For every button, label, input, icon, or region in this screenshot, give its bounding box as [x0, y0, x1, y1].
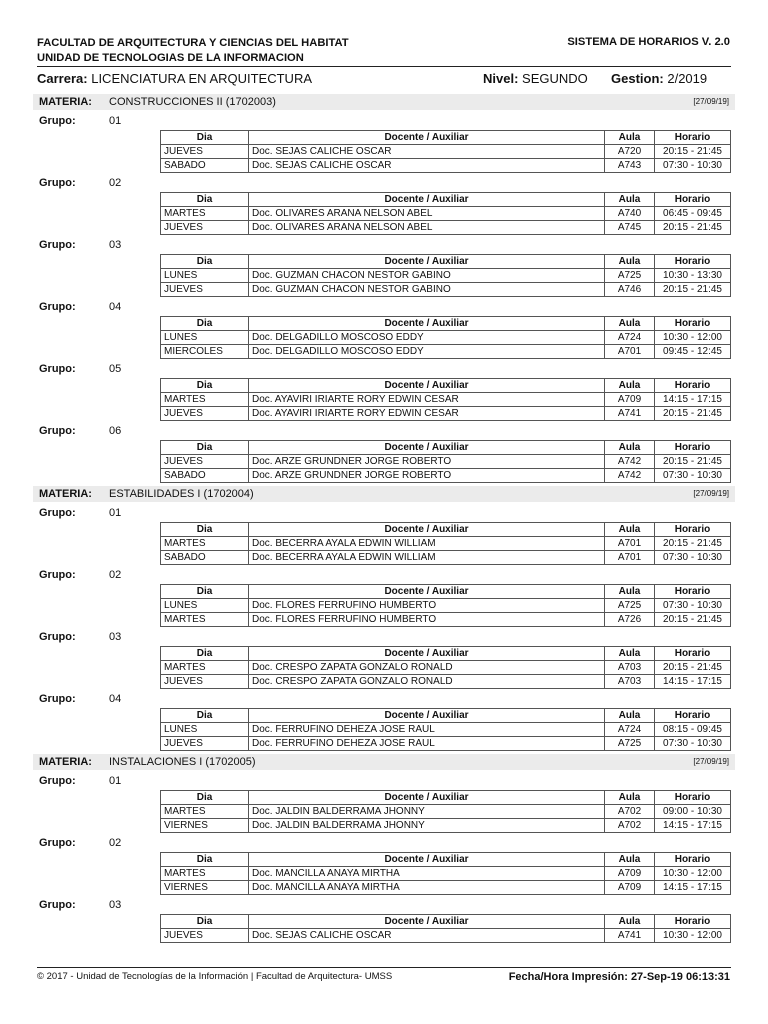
table-header-row	[161, 647, 731, 661]
cell-aula: A726	[605, 613, 655, 627]
col-aula-header: Aula	[605, 193, 655, 207]
materia-label: MATERIA:	[39, 756, 92, 768]
cell-dia: JUEVES	[161, 221, 249, 235]
cell-aula: A703	[605, 675, 655, 689]
nivel-value: SEGUNDO	[522, 71, 588, 86]
carrera-value: LICENCIATURA EN ARQUITECTURA	[91, 71, 313, 86]
cell-aula: A743	[605, 159, 655, 173]
cell-aula: A725	[605, 269, 655, 283]
grupo-label: Grupo:	[39, 507, 76, 519]
table-row	[161, 613, 731, 627]
col-dia-header: Dia	[161, 441, 249, 455]
materia-label: MATERIA:	[39, 488, 92, 500]
grupo-header	[33, 362, 735, 376]
cell-dia: SABADO	[161, 159, 249, 173]
schedule-table	[160, 522, 731, 565]
grupo-header	[33, 568, 735, 582]
cell-docente: Doc. SEJAS CALICHE OSCAR	[249, 159, 605, 173]
cell-aula: A701	[605, 537, 655, 551]
col-dia-header: Dia	[161, 131, 249, 145]
faculty-name: FACULTAD DE ARQUITECTURA Y CIENCIAS DEL HABITAT	[37, 37, 349, 49]
table-row	[161, 207, 731, 221]
materia-date: [27/09/19]	[693, 489, 729, 498]
table-row	[161, 737, 731, 751]
grupo-number: 01	[109, 507, 122, 519]
cell-docente: Doc. BECERRA AYALA EDWIN WILLIAM	[249, 537, 605, 551]
cell-aula: A702	[605, 819, 655, 833]
col-dia-header: Dia	[161, 791, 249, 805]
cell-horario: 20:15 - 21:45	[655, 407, 731, 421]
col-docente-header: Docente / Auxiliar	[249, 915, 605, 929]
materia-name: ESTABILIDADES I (1702004)	[109, 488, 254, 500]
table-row	[161, 537, 731, 551]
schedule-table	[160, 708, 731, 751]
grupo-label: Grupo:	[39, 775, 76, 787]
header-divider	[37, 66, 731, 67]
col-dia-header: Dia	[161, 255, 249, 269]
cell-dia: MARTES	[161, 207, 249, 221]
grupo-number: 02	[109, 837, 122, 849]
cell-horario: 09:00 - 10:30	[655, 805, 731, 819]
cell-dia: VIERNES	[161, 819, 249, 833]
unit-name: UNIDAD DE TECNOLOGIAS DE LA INFORMACION	[37, 52, 304, 64]
table-header-row	[161, 585, 731, 599]
grupo-number: 05	[109, 363, 122, 375]
cell-horario: 07:30 - 10:30	[655, 551, 731, 565]
schedule-table	[160, 646, 731, 689]
col-docente-header: Docente / Auxiliar	[249, 585, 605, 599]
schedule-table	[160, 440, 731, 483]
cell-horario: 20:15 - 21:45	[655, 537, 731, 551]
col-horario-header: Horario	[655, 379, 731, 393]
cell-aula: A746	[605, 283, 655, 297]
footer-print-timestamp: Fecha/Hora Impresión: 27-Sep-19 06:13:31	[508, 971, 730, 983]
cell-docente: Doc. BECERRA AYALA EDWIN WILLIAM	[249, 551, 605, 565]
materia-date: [27/09/19]	[693, 757, 729, 766]
grupo-label: Grupo:	[39, 363, 76, 375]
cell-dia: MARTES	[161, 393, 249, 407]
cell-dia: LUNES	[161, 269, 249, 283]
grupo-number: 04	[109, 693, 122, 705]
table-row	[161, 145, 731, 159]
cell-docente: Doc. AYAVIRI IRIARTE RORY EDWIN CESAR	[249, 393, 605, 407]
grupo-label: Grupo:	[39, 899, 76, 911]
cell-dia: JUEVES	[161, 145, 249, 159]
cell-aula: A709	[605, 867, 655, 881]
grupo-label: Grupo:	[39, 631, 76, 643]
cell-aula: A709	[605, 393, 655, 407]
col-horario-header: Horario	[655, 709, 731, 723]
col-docente-header: Docente / Auxiliar	[249, 647, 605, 661]
grupo-header	[33, 424, 735, 438]
col-docente-header: Docente / Auxiliar	[249, 791, 605, 805]
cell-dia: LUNES	[161, 599, 249, 613]
grupo-label: Grupo:	[39, 239, 76, 251]
materia-date: [27/09/19]	[693, 97, 729, 106]
grupo-label: Grupo:	[39, 569, 76, 581]
table-row	[161, 331, 731, 345]
grupo-header	[33, 774, 735, 788]
table-row	[161, 881, 731, 895]
table-row	[161, 393, 731, 407]
cell-aula: A742	[605, 469, 655, 483]
col-horario-header: Horario	[655, 647, 731, 661]
col-dia-header: Dia	[161, 523, 249, 537]
col-aula-header: Aula	[605, 523, 655, 537]
cell-docente: Doc. FERRUFINO DEHEZA JOSE RAUL	[249, 737, 605, 751]
table-row	[161, 345, 731, 359]
cell-horario: 06:45 - 09:45	[655, 207, 731, 221]
cell-aula: A724	[605, 331, 655, 345]
cell-dia: MARTES	[161, 867, 249, 881]
table-row	[161, 407, 731, 421]
table-row	[161, 221, 731, 235]
gestion-field	[611, 71, 707, 86]
cell-docente: Doc. JALDIN BALDERRAMA JHONNY	[249, 805, 605, 819]
col-horario-header: Horario	[655, 317, 731, 331]
cell-horario: 08:15 - 09:45	[655, 723, 731, 737]
table-row	[161, 819, 731, 833]
cell-dia: JUEVES	[161, 929, 249, 943]
table-header-row	[161, 193, 731, 207]
table-header-row	[161, 317, 731, 331]
table-row	[161, 599, 731, 613]
grupo-header	[33, 506, 735, 520]
cell-dia: LUNES	[161, 331, 249, 345]
grupo-label: Grupo:	[39, 693, 76, 705]
cell-aula: A741	[605, 407, 655, 421]
table-row	[161, 455, 731, 469]
schedule-table	[160, 378, 731, 421]
table-header-row	[161, 709, 731, 723]
col-horario-header: Horario	[655, 915, 731, 929]
col-horario-header: Horario	[655, 853, 731, 867]
cell-aula: A742	[605, 455, 655, 469]
cell-horario: 14:15 - 17:15	[655, 819, 731, 833]
table-header-row	[161, 853, 731, 867]
cell-aula: A709	[605, 881, 655, 895]
footer-divider	[37, 967, 731, 968]
col-docente-header: Docente / Auxiliar	[249, 853, 605, 867]
grupo-header	[33, 836, 735, 850]
nivel-field	[483, 71, 588, 86]
cell-docente: Doc. SEJAS CALICHE OSCAR	[249, 145, 605, 159]
cell-horario: 10:30 - 12:00	[655, 929, 731, 943]
cell-aula: A740	[605, 207, 655, 221]
col-docente-header: Docente / Auxiliar	[249, 131, 605, 145]
table-header-row	[161, 379, 731, 393]
cell-docente: Doc. OLIVARES ARANA NELSON ABEL	[249, 221, 605, 235]
cell-docente: Doc. FLORES FERRUFINO HUMBERTO	[249, 599, 605, 613]
cell-docente: Doc. GUZMAN CHACON NESTOR GABINO	[249, 269, 605, 283]
table-row	[161, 675, 731, 689]
col-docente-header: Docente / Auxiliar	[249, 709, 605, 723]
cell-aula: A745	[605, 221, 655, 235]
cell-dia: SABADO	[161, 551, 249, 565]
cell-dia: MARTES	[161, 805, 249, 819]
grupo-number: 03	[109, 631, 122, 643]
table-header-row	[161, 441, 731, 455]
grupo-header	[33, 238, 735, 252]
col-aula-header: Aula	[605, 709, 655, 723]
cell-aula: A741	[605, 929, 655, 943]
cell-horario: 14:15 - 17:15	[655, 675, 731, 689]
cell-docente: Doc. AYAVIRI IRIARTE RORY EDWIN CESAR	[249, 407, 605, 421]
materia-name: CONSTRUCCIONES II (1702003)	[109, 96, 276, 108]
gestion-label: Gestion:	[611, 71, 664, 86]
cell-horario: 09:45 - 12:45	[655, 345, 731, 359]
cell-dia: JUEVES	[161, 737, 249, 751]
schedule-table	[160, 192, 731, 235]
col-docente-header: Docente / Auxiliar	[249, 441, 605, 455]
schedule-table	[160, 130, 731, 173]
schedule-table	[160, 584, 731, 627]
grupo-number: 06	[109, 425, 122, 437]
institution-header	[37, 36, 349, 66]
cell-horario: 20:15 - 21:45	[655, 613, 731, 627]
col-horario-header: Horario	[655, 255, 731, 269]
cell-aula: A703	[605, 661, 655, 675]
col-dia-header: Dia	[161, 915, 249, 929]
cell-docente: Doc. CRESPO ZAPATA GONZALO RONALD	[249, 675, 605, 689]
table-header-row	[161, 131, 731, 145]
cell-horario: 07:30 - 10:30	[655, 599, 731, 613]
cell-aula: A701	[605, 345, 655, 359]
cell-horario: 14:15 - 17:15	[655, 393, 731, 407]
col-horario-header: Horario	[655, 441, 731, 455]
col-dia-header: Dia	[161, 585, 249, 599]
cell-aula: A702	[605, 805, 655, 819]
cell-docente: Doc. FERRUFINO DEHEZA JOSE RAUL	[249, 723, 605, 737]
col-dia-header: Dia	[161, 709, 249, 723]
cell-docente: Doc. ARZE GRUNDNER JORGE ROBERTO	[249, 455, 605, 469]
col-aula-header: Aula	[605, 255, 655, 269]
table-row	[161, 867, 731, 881]
grupo-number: 02	[109, 177, 122, 189]
gestion-value: 2/2019	[667, 71, 708, 86]
carrera-label: Carrera:	[37, 71, 88, 86]
col-dia-header: Dia	[161, 193, 249, 207]
table-row	[161, 929, 731, 943]
col-horario-header: Horario	[655, 791, 731, 805]
nivel-label: Nivel:	[483, 71, 519, 86]
table-row	[161, 159, 731, 173]
col-docente-header: Docente / Auxiliar	[249, 523, 605, 537]
materia-name: INSTALACIONES I (1702005)	[109, 756, 256, 768]
schedule-table	[160, 852, 731, 895]
cell-horario: 10:30 - 12:00	[655, 867, 731, 881]
col-aula-header: Aula	[605, 317, 655, 331]
grupo-number: 04	[109, 301, 122, 313]
table-row	[161, 805, 731, 819]
schedule-table	[160, 914, 731, 943]
grupo-number: 03	[109, 239, 122, 251]
table-row	[161, 661, 731, 675]
grupo-label: Grupo:	[39, 115, 76, 127]
system-name: SISTEMA DE HORARIOS V. 2.0	[567, 36, 730, 48]
table-row	[161, 551, 731, 565]
table-row	[161, 269, 731, 283]
cell-dia: VIERNES	[161, 881, 249, 895]
grupo-label: Grupo:	[39, 425, 76, 437]
cell-horario: 20:15 - 21:45	[655, 283, 731, 297]
table-header-row	[161, 791, 731, 805]
cell-dia: MARTES	[161, 613, 249, 627]
col-aula-header: Aula	[605, 915, 655, 929]
cell-horario: 10:30 - 13:30	[655, 269, 731, 283]
grupo-header	[33, 176, 735, 190]
cell-aula: A720	[605, 145, 655, 159]
cell-dia: MIERCOLES	[161, 345, 249, 359]
table-row	[161, 469, 731, 483]
grupo-label: Grupo:	[39, 177, 76, 189]
col-aula-header: Aula	[605, 853, 655, 867]
materia-header	[33, 754, 735, 770]
materia-header	[33, 486, 735, 502]
grupo-header	[33, 300, 735, 314]
grupo-label: Grupo:	[39, 301, 76, 313]
cell-docente: Doc. DELGADILLO MOSCOSO EDDY	[249, 331, 605, 345]
grupo-label: Grupo:	[39, 837, 76, 849]
cell-docente: Doc. CRESPO ZAPATA GONZALO RONALD	[249, 661, 605, 675]
schedule-table	[160, 316, 731, 359]
col-dia-header: Dia	[161, 647, 249, 661]
schedule-content	[33, 94, 735, 946]
col-docente-header: Docente / Auxiliar	[249, 317, 605, 331]
cell-dia: MARTES	[161, 661, 249, 675]
cell-horario: 07:30 - 10:30	[655, 159, 731, 173]
cell-horario: 20:15 - 21:45	[655, 145, 731, 159]
carrera-field	[37, 71, 312, 86]
table-header-row	[161, 915, 731, 929]
cell-dia: LUNES	[161, 723, 249, 737]
cell-docente: Doc. DELGADILLO MOSCOSO EDDY	[249, 345, 605, 359]
col-docente-header: Docente / Auxiliar	[249, 193, 605, 207]
cell-docente: Doc. MANCILLA ANAYA MIRTHA	[249, 881, 605, 895]
col-aula-header: Aula	[605, 647, 655, 661]
col-aula-header: Aula	[605, 131, 655, 145]
col-docente-header: Docente / Auxiliar	[249, 255, 605, 269]
col-docente-header: Docente / Auxiliar	[249, 379, 605, 393]
grupo-header	[33, 898, 735, 912]
schedule-table	[160, 254, 731, 297]
cell-dia: MARTES	[161, 537, 249, 551]
table-header-row	[161, 255, 731, 269]
cell-aula: A725	[605, 599, 655, 613]
cell-docente: Doc. JALDIN BALDERRAMA JHONNY	[249, 819, 605, 833]
table-row	[161, 723, 731, 737]
cell-docente: Doc. ARZE GRUNDNER JORGE ROBERTO	[249, 469, 605, 483]
cell-dia: JUEVES	[161, 675, 249, 689]
cell-dia: JUEVES	[161, 455, 249, 469]
col-horario-header: Horario	[655, 193, 731, 207]
col-aula-header: Aula	[605, 379, 655, 393]
col-horario-header: Horario	[655, 523, 731, 537]
table-row	[161, 283, 731, 297]
cell-horario: 14:15 - 17:15	[655, 881, 731, 895]
grupo-header	[33, 630, 735, 644]
cell-aula: A701	[605, 551, 655, 565]
materia-label: MATERIA:	[39, 96, 92, 108]
cell-horario: 20:15 - 21:45	[655, 221, 731, 235]
cell-horario: 20:15 - 21:45	[655, 661, 731, 675]
col-dia-header: Dia	[161, 379, 249, 393]
schedule-table	[160, 790, 731, 833]
grupo-header	[33, 114, 735, 128]
grupo-number: 03	[109, 899, 122, 911]
cell-dia: JUEVES	[161, 407, 249, 421]
cell-docente: Doc. SEJAS CALICHE OSCAR	[249, 929, 605, 943]
col-aula-header: Aula	[605, 791, 655, 805]
cell-docente: Doc. GUZMAN CHACON NESTOR GABINO	[249, 283, 605, 297]
cell-docente: Doc. OLIVARES ARANA NELSON ABEL	[249, 207, 605, 221]
cell-horario: 07:30 - 10:30	[655, 737, 731, 751]
cell-aula: A725	[605, 737, 655, 751]
cell-aula: A724	[605, 723, 655, 737]
materia-header	[33, 94, 735, 110]
grupo-header	[33, 692, 735, 706]
cell-docente: Doc. MANCILLA ANAYA MIRTHA	[249, 867, 605, 881]
col-aula-header: Aula	[605, 585, 655, 599]
col-dia-header: Dia	[161, 317, 249, 331]
col-horario-header: Horario	[655, 131, 731, 145]
cell-horario: 07:30 - 10:30	[655, 469, 731, 483]
table-header-row	[161, 523, 731, 537]
col-aula-header: Aula	[605, 441, 655, 455]
grupo-number: 01	[109, 115, 122, 127]
cell-dia: SABADO	[161, 469, 249, 483]
footer-copyright: © 2017 - Unidad de Tecnologías de la Información | Facultad de Arquitectura- UMSS	[37, 971, 393, 982]
cell-docente: Doc. FLORES FERRUFINO HUMBERTO	[249, 613, 605, 627]
grupo-number: 02	[109, 569, 122, 581]
col-dia-header: Dia	[161, 853, 249, 867]
cell-horario: 20:15 - 21:45	[655, 455, 731, 469]
col-horario-header: Horario	[655, 585, 731, 599]
grupo-number: 01	[109, 775, 122, 787]
cell-horario: 10:30 - 12:00	[655, 331, 731, 345]
cell-dia: JUEVES	[161, 283, 249, 297]
